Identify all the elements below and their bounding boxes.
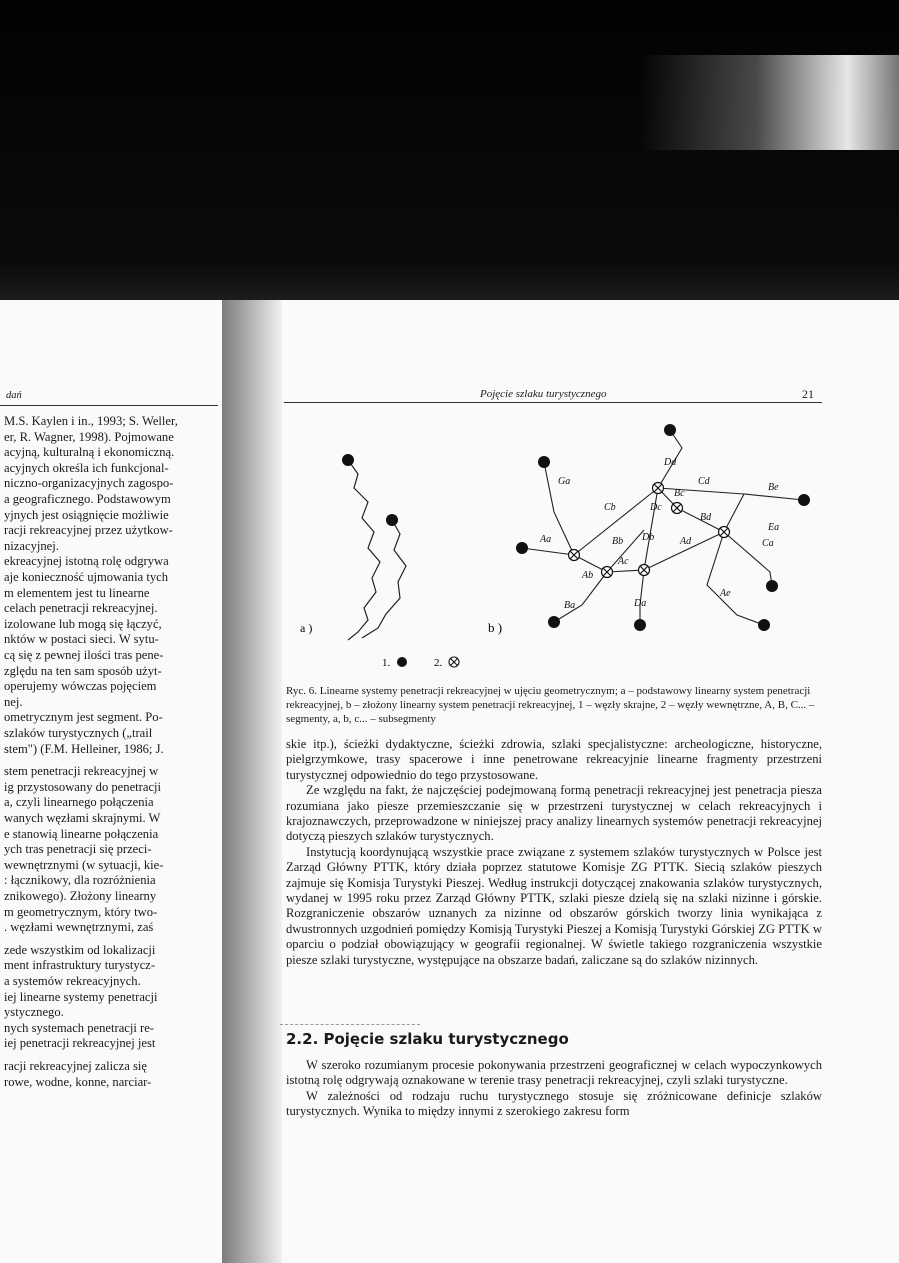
paragraph: W szeroko rozumianym procesie pokonywania przestrzeni geograficznej w celach wypoczynkowych istotną rolę odgrywają oznakowane w terenie trasy penetracji rekreacyjnej, czyli szlaki turystyczne. xyxy=(286,1058,822,1088)
figure-linear-systems xyxy=(282,410,822,680)
end-node-icon xyxy=(798,494,810,506)
left-text-line: celach penetracji rekreacyjnej. xyxy=(4,601,158,616)
left-text-line: iej linearne systemy penetracji xyxy=(4,989,158,1004)
left-head-rule xyxy=(0,405,218,406)
left-text-line: znikowego). Złożony linearny xyxy=(4,889,157,903)
left-text-line: aje konieczność ujmowania tych xyxy=(4,570,169,584)
left-text-line: iej penetracji rekreacyjnej jest xyxy=(4,1036,156,1051)
left-text-line: yjnych jest osiągnięcie możliwie xyxy=(4,507,169,522)
left-text-line: niczno-organizacyjnych zagospo- xyxy=(4,476,174,491)
left-text-line: a geograficznego. Podstawowym xyxy=(4,492,171,506)
seg-label: Cd xyxy=(698,476,710,487)
left-running-head: dań xyxy=(6,390,22,401)
left-text-line: ych tras penetracji się przeci- xyxy=(4,842,152,857)
left-text-line: ig przystosowany do penetracji xyxy=(4,779,162,794)
left-text-line: a systemów rekreacyjnych. xyxy=(4,974,141,988)
section-title: 2.2. Pojęcie szlaku turystycznego xyxy=(286,1030,569,1048)
left-text-line: stem penetracji rekreacyjnej w xyxy=(4,764,159,779)
end-node-icon xyxy=(664,424,676,436)
paragraph: Ze względu na fakt, że najczęściej podejmowaną formą penetracji rekreacyjnej jest penetracja piesza rozumiana jako piesze przemieszczanie się w przestrzeni turystycznej w celach rekreacyjnych i krajoznawczych, przeprowadzone w niniejszej pracy analizy linearnych systemów penetracji rekreacyjnej dotyczą pieszych szlaków turystycznych. xyxy=(286,783,822,844)
end-node-icon xyxy=(516,542,528,554)
body-text xyxy=(286,737,822,968)
paragraph: W zależności od rodzaju ruchu turystycznego stosuje się zróżnicowane definicje szlaków turystycznych. Wynika to między innymi z szerokiego zakresu form xyxy=(286,1088,822,1119)
left-text-line: acyjną, kulturalną i ekonomiczną. xyxy=(4,445,175,460)
figure-label-a: a ) xyxy=(300,621,313,635)
left-text-line: zede wszystkim od lokalizacji xyxy=(4,942,156,957)
end-node-icon xyxy=(758,619,770,631)
book-gutter-shadow xyxy=(222,300,282,1263)
legend-2-label: 2. xyxy=(434,657,443,669)
seg-label: Dd xyxy=(664,457,677,468)
seg-label: Ga xyxy=(558,476,571,487)
internal-nodes xyxy=(569,483,730,578)
left-text-line: izolowane lub mogą się łączyć, xyxy=(4,616,162,631)
left-text-line: nktów w postaci sieci. W sytu- xyxy=(4,632,159,647)
left-text-line: ekreacyjnej istotną rolę odgrywa xyxy=(4,554,169,569)
end-node-icon xyxy=(386,514,398,526)
left-text-line: ystycznego. xyxy=(4,1005,64,1020)
left-text-line: er, R. Wagner, 1998). Pojmowane xyxy=(4,429,174,444)
seg-label: Ca xyxy=(762,538,774,549)
left-text-line: ometrycznym jest segment. Po- xyxy=(4,710,163,725)
running-head: Pojęcie szlaku turystycznego xyxy=(480,388,607,400)
section-body xyxy=(286,1058,822,1120)
end-node-icon xyxy=(548,616,560,628)
left-text-line: stem") (F.M. Helleiner, 1986; J. xyxy=(4,741,164,756)
segment-labels xyxy=(539,457,779,611)
left-text-line: operujemy wówczas pojęciem xyxy=(4,679,157,694)
end-node-icon xyxy=(634,619,646,631)
left-text-line: . węzłami wewnętrznymi, zaś xyxy=(4,920,154,935)
seg-label: Da xyxy=(634,598,647,609)
scan-glare xyxy=(640,55,899,150)
left-text-line: racji rekreacyjnej zalicza się xyxy=(4,1059,147,1073)
seg-label: Dc xyxy=(650,502,662,513)
figure-caption: Ryc. 6. Linearne systemy penetracji rekreacyjnej w ujęciu geometrycznym; a – podstawowy linearny system penetracji rekreacyjnej, b – złożony linearny system penetracji rekreacyjnej, 1 – węzły skrajne, 2 – węzły wewnętrzne, A, B, C... – segmenty, a, b, c... – subsegmenty xyxy=(286,685,815,725)
page-number: 21 xyxy=(802,387,814,401)
left-text-line: rowe, wodne, konne, narciar- xyxy=(4,1074,152,1089)
paragraph: Instytucją koordynującą wszystkie prace związane z systemem szlaków turystycznych w Polsce jest Zarząd Główny PTTK, który działa poprzez statutowe Komisje ZG PTTK. Siecią szlaków pieszych zajmuje się Komisja Turystyki Pieszej. Według instrukcji dotyczącej znakowania szlaków turystycznych, wydanej w 1995 roku przez Zarząd Główny PTTK, szlaki piesze dzielą się na szlaki nizinne i górskie. Rozgraniczenie obszarów uznanych za nizinne od obszarów górskich tworzy linia wynikająca z dwustronnych uzgodnień pomiędzy Komisją Turystyki Pieszej a Komisją Turystyki Górskiej ZG PTTK w oparciu o podział obowiązujący w geografii regionalnej. W świetle takiego rozgraniczenia wszystkie piesze szlaki turystyczne, występujące na obszarze badań, zaliczane są do szlaków nizinnych. xyxy=(286,844,822,967)
seg-label: Ae xyxy=(720,588,731,599)
seg-label: Cb xyxy=(604,502,616,513)
figure-part-b xyxy=(522,430,804,625)
left-text-line: nych systemach penetracji re- xyxy=(4,1020,155,1035)
seg-label: Ab xyxy=(582,570,594,581)
seg-label: Ac xyxy=(618,556,629,567)
legend-end-node-icon xyxy=(397,657,407,667)
left-text-line: e stanowią linearne połączenia xyxy=(4,826,159,841)
internal-node-icon xyxy=(569,550,580,561)
left-text-line: wanych węzłami skrajnymi. W xyxy=(4,811,161,825)
left-text-line: cą się z pewnej ilości tras pene- xyxy=(4,648,164,662)
seg-label: Db xyxy=(642,532,655,543)
seg-label: Ba xyxy=(564,600,576,611)
scan-dark-area xyxy=(0,0,899,300)
seg-label: Ea xyxy=(768,522,780,533)
end-node-icon xyxy=(766,580,778,592)
paragraph: skie itp.), ścieżki dydaktyczne, ścieżki zdrowia, szlaki specjalistyczne: archeologiczne, historyczne, pielgrzymkowe, trasy spacerowe i inne penetrowane rekreacyjnie linearne fragmenty przestrzeni turystycznej odpowiednio do tego przystosowane. xyxy=(286,737,822,782)
seg-label: Bc xyxy=(674,488,685,499)
seg-label: Ad xyxy=(680,536,692,547)
left-text-line: wewnętrznymi (w sytuacji, kie- xyxy=(4,857,164,872)
legend-internal-node-icon xyxy=(449,657,459,667)
left-text-line: ment infrastruktury turystycz- xyxy=(4,958,156,973)
seg-label: Aa xyxy=(540,534,552,545)
left-text-line: : łącznikowy, dla rozróżnienia xyxy=(4,873,156,888)
internal-node-icon xyxy=(719,527,730,538)
left-text-line: m elementem jest tu linearne xyxy=(4,585,150,600)
left-text-line: zględu na ten sam sposób użyt- xyxy=(4,663,162,678)
seg-label: Bd xyxy=(700,512,712,523)
internal-node-icon xyxy=(653,483,664,494)
left-text-line: nizacyjnej. xyxy=(4,538,59,553)
figure-part-a xyxy=(348,460,406,640)
left-text-line: acyjnych określa ich funkcjonal- xyxy=(4,460,169,475)
end-nodes xyxy=(516,424,810,631)
section-divider xyxy=(280,1024,420,1025)
left-text-line: a, czyli linearnego połączenia xyxy=(4,795,154,810)
end-node-icon xyxy=(342,454,354,466)
internal-node-icon xyxy=(639,565,650,576)
internal-node-icon xyxy=(602,567,613,578)
left-text-line: nej. xyxy=(4,694,23,709)
left-text-line: m geometrycznym, który two- xyxy=(4,904,158,919)
head-rule xyxy=(284,402,822,403)
end-node-icon xyxy=(538,456,550,468)
legend-1-label: 1. xyxy=(382,657,391,669)
left-text-line: szlaków turystycznych („trail xyxy=(4,726,153,740)
figure-label-b: b ) xyxy=(488,620,503,635)
left-text-line: racji rekreacyjnej przez użytkow- xyxy=(4,523,173,538)
seg-label: Bb xyxy=(612,536,624,547)
internal-node-icon xyxy=(672,503,683,514)
seg-label: Be xyxy=(768,482,779,493)
left-text-line: M.S. Kaylen i in., 1993; S. Weller, xyxy=(4,414,178,428)
